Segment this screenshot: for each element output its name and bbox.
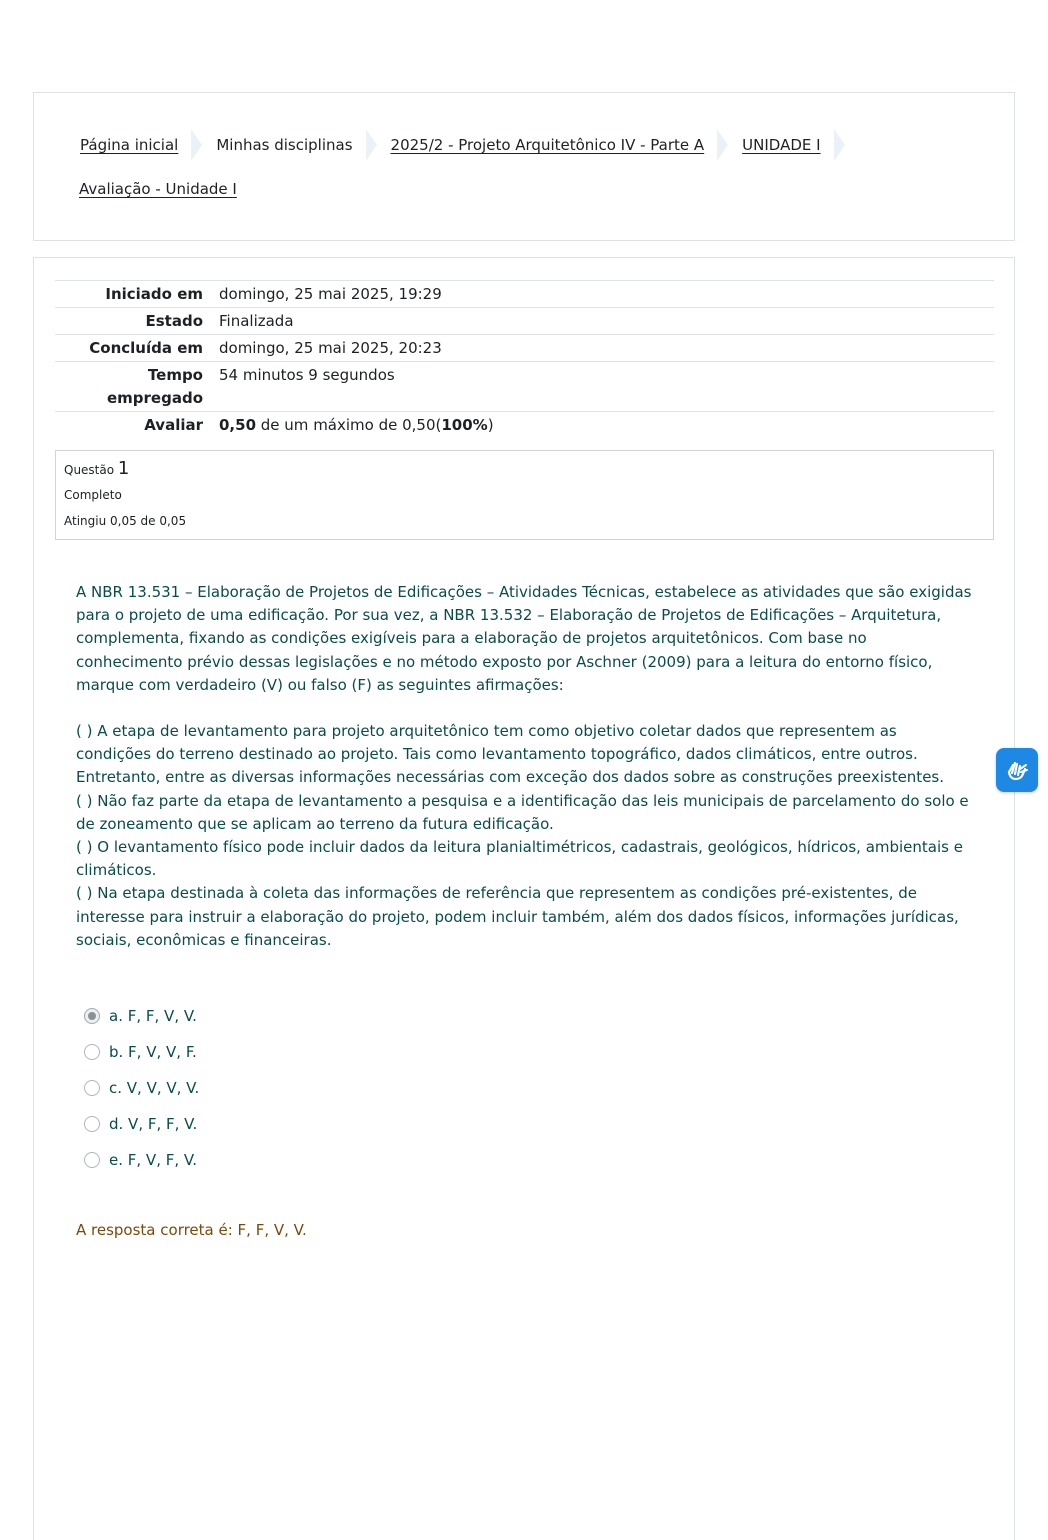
breadcrumb [33, 92, 1015, 241]
radio-icon[interactable] [84, 1044, 100, 1060]
question-info [55, 450, 994, 540]
summary-row [55, 334, 994, 361]
statement: ( ) O levantamento físico pode incluir dados da leitura planialtimétricos, cadastrais, geológicos, hídricos, ambientais e climáticos. [76, 838, 963, 880]
summary-value: domingo, 25 mai 2025, 19:29 [219, 285, 442, 303]
grade-value [203, 414, 494, 437]
summary-value: domingo, 25 mai 2025, 20:23 [219, 339, 442, 357]
answer-option[interactable] [84, 1034, 199, 1070]
breadcrumb-row [79, 173, 237, 205]
answer-option[interactable] [84, 1070, 199, 1106]
statement: ( ) A etapa de levantamento para projeto arquitetônico tem como objetivo coletar dados que representem as condições do terreno destinado ao projeto. Tais como levantamento topográfico, dados climáticos, entre outros. Entretanto, entre as diversas informações necessárias com exceção dos dados sobre as construções preexistentes. [76, 722, 945, 787]
grade-percent: 100% [441, 416, 488, 434]
answer-option[interactable] [84, 1142, 199, 1178]
correct-answer-feedback: A resposta correta é: F, F, V, V. [76, 1221, 307, 1239]
question-prefix: Questão [64, 463, 115, 477]
summary-label: Tempo empregado [106, 366, 203, 407]
quiz-review [33, 257, 1015, 1540]
breadcrumb-separator-icon [366, 129, 377, 161]
breadcrumb-unit-link[interactable]: UNIDADE I [742, 136, 821, 154]
answer-label: c. V, V, V, V. [109, 1079, 200, 1097]
answer-label: d. V, F, F, V. [109, 1115, 198, 1133]
sign-language-hands-icon [1004, 757, 1030, 783]
radio-icon[interactable] [84, 1116, 100, 1132]
statement: ( ) Não faz parte da etapa de levantamento a pesquisa e a identificação das leis municipais de parcelamento do solo e de zoneamento que se aplicam ao terreno da futura edificação. [76, 791, 969, 833]
breadcrumb-course-link[interactable]: 2025/2 - Projeto Arquitetônico IV - Parte A [390, 136, 705, 154]
answer-label: b. F, V, V, F. [109, 1043, 197, 1061]
summary-label: Concluída em [89, 339, 203, 357]
question-number [64, 457, 985, 482]
accessibility-widget-button[interactable] [996, 748, 1038, 792]
answer-option[interactable] [84, 1106, 199, 1142]
question-intro: A NBR 13.531 – Elaboração de Projetos de Edificações – Atividades Técnicas, estabelece as atividades que são exigidas para o projeto de uma edificação. Por sua vez, a NBR 13.532 – Elaboração de Projetos de Edificações – Arquitetura, complementa, fixando as condições exigíveis para a elaboração de projetos arquitetônicos. Com base no conhecimento prévio dessas legislações e no método exposto por Aschner (2009) para a leitura do entorno físico, marque com verdadeiro (V) ou falso (F) as seguintes afirmações: [76, 583, 972, 694]
breadcrumb-row [80, 129, 859, 161]
summary-value: 54 minutos 9 segundos [219, 366, 395, 384]
answer-label: e. F, V, F, V. [109, 1151, 197, 1169]
summary-label: Estado [145, 312, 203, 330]
radio-icon[interactable] [84, 1080, 100, 1096]
summary-row [55, 361, 994, 411]
statement: ( ) Na etapa destinada à coleta das informações de referência que representem as condições pré-existentes, de interesse para instruir a elaboração do projeto, podem incluir também, além dos dados físicos, informações jurídicas, sociais, econômicas e financeiras. [76, 884, 959, 949]
radio-icon[interactable] [84, 1152, 100, 1168]
summary-label: Avaliar [144, 416, 203, 434]
breadcrumb-quiz-link[interactable]: Avaliação - Unidade I [79, 180, 237, 198]
summary-label: Iniciado em [105, 285, 203, 303]
question-text [76, 581, 976, 952]
grade-score: 0,50 [219, 416, 257, 434]
grade-close: ) [487, 416, 494, 434]
breadcrumb-separator-icon [834, 129, 845, 161]
grade-max: de um máximo de 0,50( [256, 416, 442, 434]
summary-row [55, 307, 994, 334]
summary-row [55, 411, 994, 438]
summary-row [55, 280, 994, 307]
answer-label: a. F, F, V, V. [109, 1007, 197, 1025]
question-num: 1 [117, 458, 130, 479]
breadcrumb-separator-icon [191, 129, 202, 161]
breadcrumb-my-courses: Minhas disciplinas [216, 136, 353, 154]
breadcrumb-home-link[interactable]: Página inicial [80, 136, 179, 154]
answer-option[interactable] [84, 998, 199, 1034]
radio-checked-icon[interactable] [84, 1008, 100, 1024]
question-grade: Atingiu 0,05 de 0,05 [64, 514, 187, 528]
attempt-summary-table [55, 280, 994, 438]
summary-value: Finalizada [219, 312, 294, 330]
breadcrumb-separator-icon [717, 129, 728, 161]
question-state: Completo [64, 488, 122, 502]
answer-options [84, 998, 199, 1178]
